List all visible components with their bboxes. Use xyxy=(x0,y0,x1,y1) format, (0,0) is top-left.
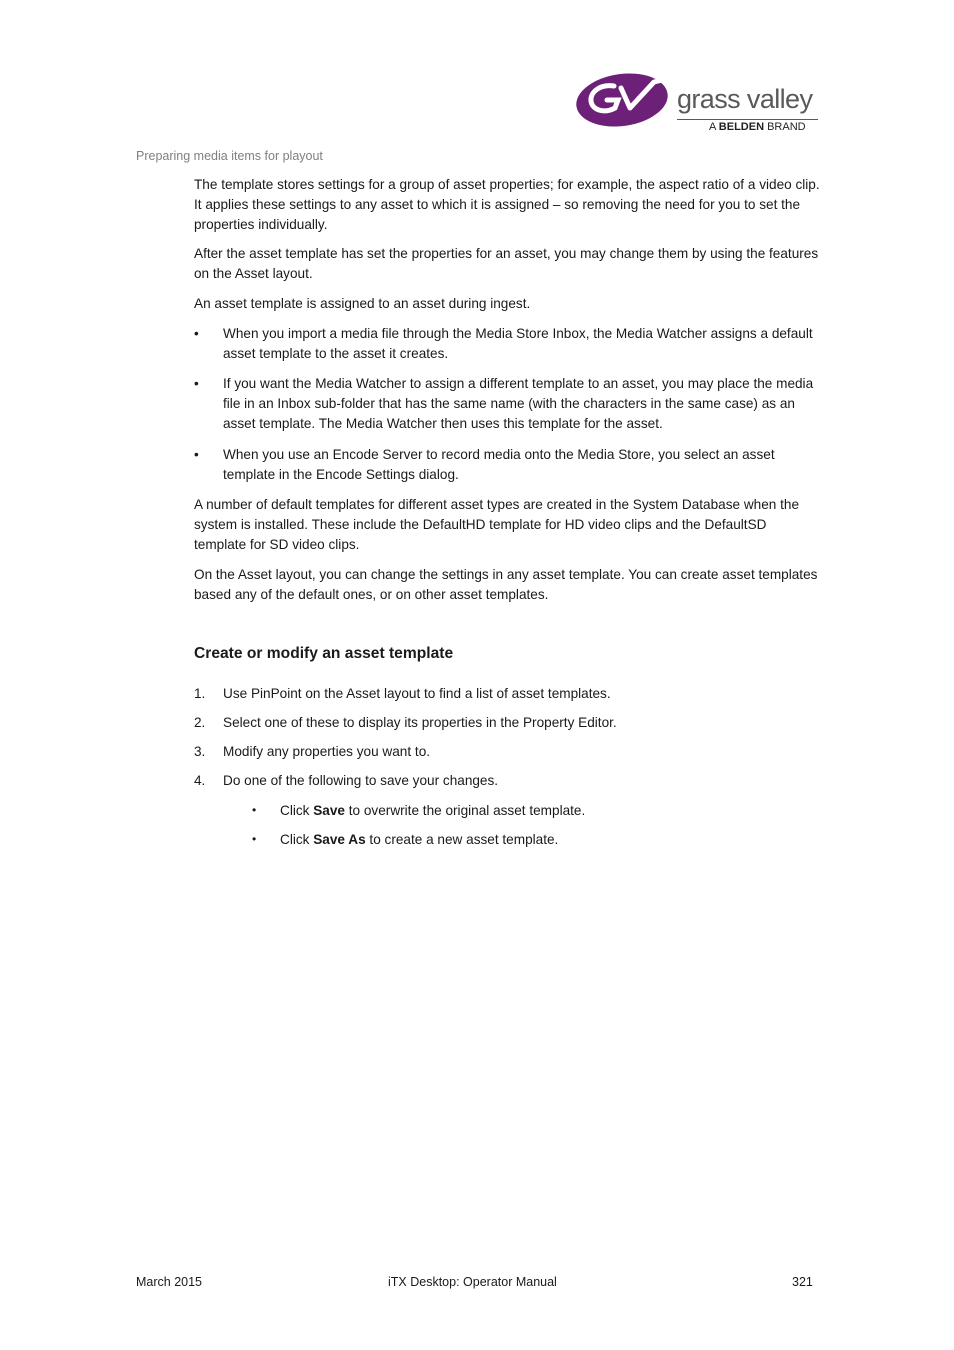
intro-paragraph: An asset template is assigned to an asset during ingest. xyxy=(194,295,531,311)
bullet-marker: • xyxy=(194,446,199,462)
list-item-text: When you import a media file through the Media Store Inbox, the Media Watcher assigns a default asset template to the asset it creates. xyxy=(223,325,813,361)
sub-list-item xyxy=(252,830,820,850)
bullet-marker: • xyxy=(194,325,199,341)
sub-item-suffix: to overwrite the original asset template. xyxy=(344,802,586,818)
step-item xyxy=(194,742,820,762)
body-paragraph: On the Asset layout, you can change the settings in any asset template. You can create asset templates based any of the default ones, or on other asset templates. xyxy=(194,566,818,602)
brand-name: BELDEN xyxy=(718,121,765,133)
step-text: Modify any properties you want to. xyxy=(223,743,431,759)
list-item xyxy=(194,374,820,433)
list-item-text: When you use an Encode Server to record media onto the Media Store, you select an asset template in the Encode Settings dialog. xyxy=(223,446,775,482)
bullet-marker: • xyxy=(252,802,257,817)
list-item xyxy=(194,445,820,485)
footer-date: March 2015 xyxy=(136,1275,203,1289)
bullet-marker: • xyxy=(252,832,257,847)
step-text: Do one of the following to save your changes. xyxy=(223,772,499,788)
sub-item-suffix: to create a new asset template. xyxy=(365,832,559,848)
step-number: 4. xyxy=(194,772,206,788)
step-item xyxy=(194,684,820,704)
step-item xyxy=(194,771,820,850)
step-text: Select one of these to display its properties in the Property Editor. xyxy=(223,715,617,731)
logo-brand-line xyxy=(709,121,806,133)
intro-paragraph: The template stores settings for a group of asset properties; for example, the aspect ratio of a video clip. It applies these settings to any asset to which it is assigned – so removing the need for you to set the properties individually. xyxy=(194,177,820,232)
step-item xyxy=(194,713,820,733)
list-item-text: If you want the Media Watcher to assign a different template to an asset, you may place the media file in an Inbox sub-folder that has the same name (with the characters in the same case) as an asset template. The Media Watcher then uses this template for the asset. xyxy=(223,376,814,431)
step-text: Use PinPoint on the Asset layout to find a list of asset templates. xyxy=(223,686,611,702)
logo-wordmark: grass valley xyxy=(677,84,813,114)
intro-paragraph: After the asset template has set the properties for an asset, you may change them by using the features on the Asset layout. xyxy=(194,246,819,282)
sub-item-prefix: Click xyxy=(280,832,314,848)
page-content xyxy=(194,175,820,860)
brand-suffix: BRAND xyxy=(767,121,806,133)
page-number: 321 xyxy=(792,1275,813,1289)
running-head: Preparing media items for playout xyxy=(136,149,323,163)
save-as-keyword: Save As xyxy=(313,832,366,848)
gv-logo-mark xyxy=(574,72,674,128)
sub-list-item xyxy=(252,801,820,821)
body-paragraph: A number of default templates for different asset types are created in the System Database when the system is installed. These include the DefaultHD template for HD video clips and the DefaultSD template for SD video clips. xyxy=(194,497,800,552)
sub-bullet-list xyxy=(252,801,820,851)
brand-prefix: A xyxy=(709,121,716,133)
grass-valley-logo xyxy=(574,70,824,136)
bullet-marker: • xyxy=(194,376,199,392)
sub-item-prefix: Click xyxy=(280,802,314,818)
footer-title: iTX Desktop: Operator Manual xyxy=(388,1275,557,1289)
step-number: 3. xyxy=(194,743,206,759)
step-number: 2. xyxy=(194,715,206,731)
logo-divider xyxy=(677,119,818,120)
save-keyword: Save xyxy=(313,802,345,818)
steps-list xyxy=(194,684,820,850)
bullet-list xyxy=(194,324,820,485)
step-number: 1. xyxy=(194,686,206,702)
list-item xyxy=(194,324,820,364)
section-heading: Create or modify an asset template xyxy=(194,645,454,663)
